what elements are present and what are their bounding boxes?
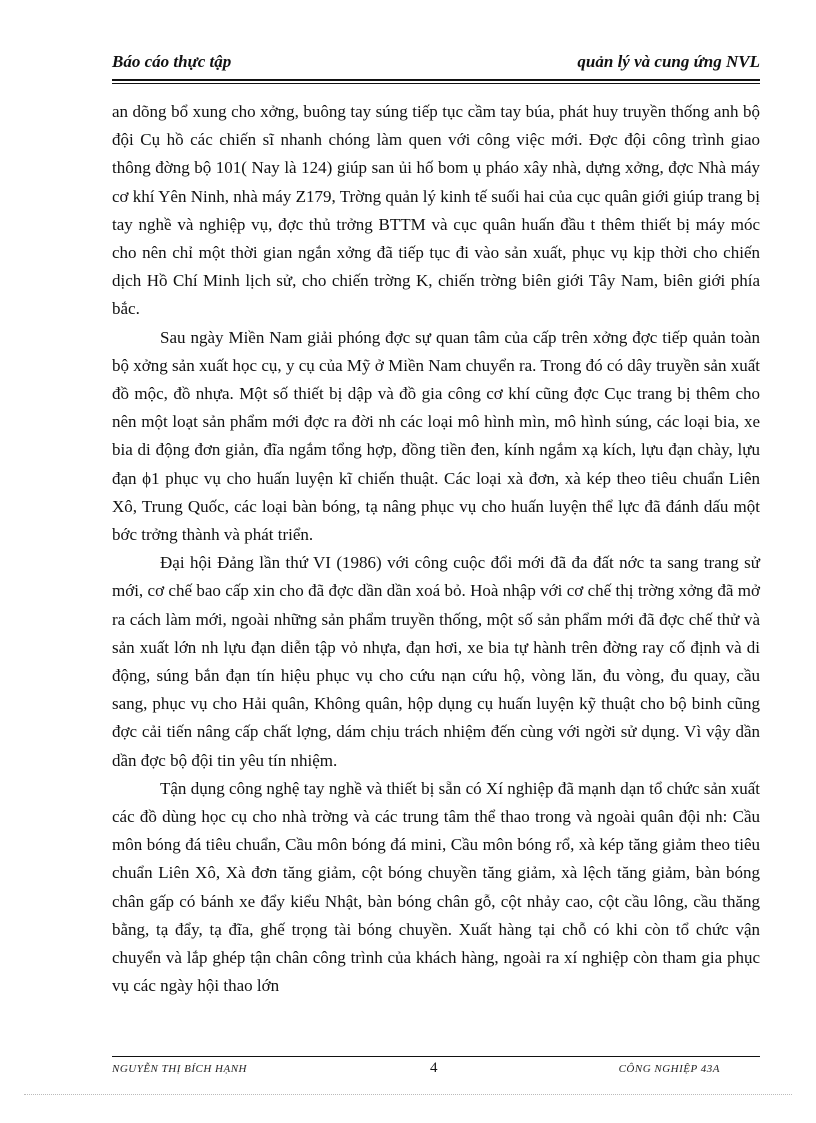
footer-class: CÔNG NGHIỆP 43A <box>618 1063 720 1075</box>
paragraph-3: Đại hội Đảng lần thứ VI (1986) với công cuộc đổi mới đã đa đất nớc ta sang trang sử mới, cơ chế bao cấp xin cho đã đợc dần dần xoá bỏ. Hoà nhập với cơ chế thị trờng xởng đã mở ra cách làm mới, ngoài những sản phẩm truyền thống, một số sản phẩm mới đã đợc chế thử và sản xuất lớn nh lựu đạn diễn tập vỏ nhựa, đạn hơi, xe bia tự hành trên đờng ray cố định và di động, súng bắn đạn tín hiệu phục vụ cho cứu nạn cứu hộ, vòng lăn, đu vòng, đu quay, cầu sang, phục vụ cho Hải quân, Không quân, hộp dụng cụ huấn luyện kỹ thuật cho bộ binh cũng đợc cải tiến nâng cấp chất lợng, dám chịu trách nhiệm đến cùng với ngời sử dụng. Vì vậy dần dần đợc bộ đội tin yêu tín nhiệm. <box>112 553 760 770</box>
footer-rule <box>112 1056 760 1057</box>
header-right-title: quản lý và cung ứng NVL <box>577 52 760 71</box>
paragraph-1: an dõng bổ xung cho xởng, buông tay súng tiếp tục cầm tay búa, phát huy truyền thống anh bộ đội Cụ hồ các chiến sĩ nhanh chóng làm quen với công việc mới. Đợc đội công trình giao thông đờng bộ 101( Nay là 124) giúp san ủi hố bom ụ pháo xây nhà, dựng xởng, đợc Nhà máy cơ khí Yên Ninh, nhà máy Z179, Trờng quản lý kinh tế suối hai của cục quân giới giúp trang bị tay nghề và nghiệp vụ, đợc thủ trởng BTTM và cục quân huấn đầu t thêm thiết bị máy móc cho nên chỉ một thời gian ngắn xởng đã tiếp tục đi vào sản xuất, phục vụ kịp thời cho chiến dịch Hồ Chí Minh lịch sử, cho chiến trờng K, chiến trờng biên giới Tây Nam, biên giới phía bắc. <box>112 102 760 319</box>
header-left-title: Báo cáo thực tập <box>112 52 232 71</box>
page-header <box>112 52 760 78</box>
page-number: 4 <box>430 1060 438 1076</box>
paragraph-4: Tận dụng công nghệ tay nghề và thiết bị sẵn có Xí nghiệp đã mạnh dạn tổ chức sản xuất các đồ dùng học cụ cho nhà trờng và các trung tâm thể thao trong và ngoài quân đội nh: Cầu môn bóng đá tiêu chuẩn, Cầu môn bóng đá mini, Cầu môn bóng rổ, xà kép tăng giảm theo tiêu chuẩn Liên Xô, Xà đơn tăng giảm, cột bóng chuyền tăng giảm, xà lệch tăng giảm, bàn bóng chân gấp có bánh xe đẩy kiểu Nhật, bàn bóng chân gỗ, cột nhảy cao, cột cầu lông, cầu thăng bằng, tạ đẩy, tạ đĩa, ghế trọng tài bóng chuyền. Xuất hàng tại chỗ có khi còn tổ chức vận chuyển và lắp ghép tận chân công trình của khách hàng, ngoài ra xí nghiệp còn tham gia phục vụ các ngày hội thao lớn <box>112 778 760 996</box>
header-rule-thin <box>112 83 760 84</box>
header-rule <box>112 79 760 81</box>
page-footer <box>112 1060 760 1080</box>
document-body <box>112 98 760 1001</box>
footer-author: NGUYỄN THỊ BÍCH HẠNH <box>112 1063 247 1075</box>
page-bottom-dotted-line <box>24 1094 792 1095</box>
paragraph-2: Sau ngày Miền Nam giải phóng đợc sự quan tâm của cấp trên xởng đợc tiếp quản toàn bộ xởng sản xuất học cụ, y cụ của Mỹ ở Miền Nam chuyển ra. Trong đó có dây truyền sản xuất đồ mộc, đồ nhựa. Một số thiết bị dập và đồ gia công cơ khí cũng đợc Cục trang bị thêm cho nên một loạt sản phẩm mới đợc ra đời nh các loại mô hình mìn, mô hình súng, các loại bia, xe bia di động đơn giản, đĩa ngắm tổng hợp, đồng tiền đen, kính ngắm xạ kích, lựu đạn chày, lựu đạn ϕ1 phục vụ cho huấn luyện kĩ chiến thuật. Các loại xà đơn, xà kép theo tiêu chuẩn Liên Xô, Trung Quốc, các loại bàn bóng, tạ nâng phục vụ cho huấn luyện thể lực đã đánh dấu một bớc trởng thành và phát triển. <box>112 327 760 545</box>
